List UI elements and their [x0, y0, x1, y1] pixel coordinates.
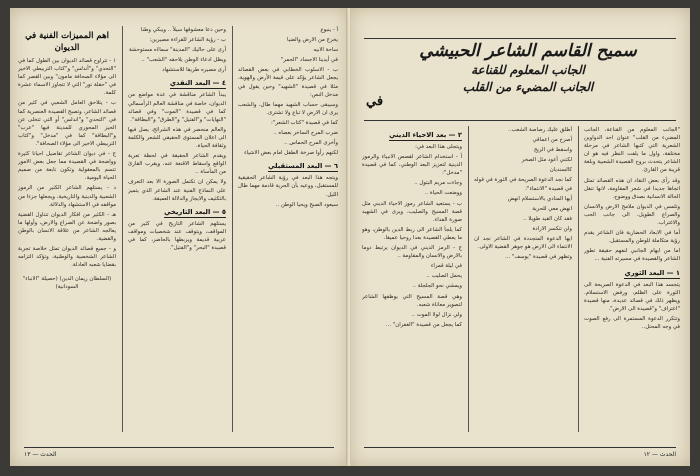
- paragraph: يتجسد هذا البعد في الدعوة الصريحة الى الثورة على الظلم، ورفض الاستسلام. ويظهر ذلك في قصائد عديدة، منها قصيدة "اعتراف" و"قصيدة الى الارض".: [584, 281, 680, 312]
- paragraph: ويقدم الشاعر الحقيقة في لحظة تعرية الواقع واسقاط الاقنعة عنه، ويقرب القارئ من المأساة ..: [128, 153, 226, 176]
- paragraph: والعالم منحصر في هذه الشرائح، يصل فيها الى اعلان المستوى الحقيقي للشعر والكلمة وثقافة الحياة.: [128, 126, 226, 150]
- verse-line: في ليلة قمراء: [430, 263, 462, 270]
- section-heading-historical: ٥ — البعد التاريخي: [164, 207, 226, 216]
- paragraph: "الجانب المعلوم من القناعة، الجانب المضيء من القلب" عنوان احد الدواوين الشعرية التي كتبها الشاعر في مرحلة مختلفة، واول ما يلفت النظر فيه هو ان الشاعر يتحدث بروح القصيدة الشعبية وبلغة قريبة من القارئ.: [584, 127, 680, 174]
- section-heading-critical: ٤ — البعد النقدي: [169, 79, 226, 88]
- paragraph: و - جميع قصائد الديوان تمثل خلاصة تجربة الشاعر الشخصية والوطنية، وتؤكد التزامه بقضايا شعبه العادلة.: [18, 246, 116, 269]
- paragraph: أ - استخدام الشاعر لقصص الانبياء والرموز الدينية لتعزيز البعد الوطني، كما في قصيدة "مدخل":: [362, 154, 462, 177]
- title-bottom-rule: [364, 120, 676, 121]
- paragraph: أما في الابعاد الحضارية فان الشاعر يقدم رؤية متكاملة للوطن والمستقبل.: [584, 230, 680, 245]
- citation: (السلطان ريمان الدين) (حصيلة "الانباء" السودانية): [22, 276, 112, 291]
- verse-line: أرى مصيره طريقا للاستشهاد: [162, 67, 226, 74]
- paragraph: كما يلجأ الشاعر الى ربط الدين بالوطن، وهو ما يعطي القصيدة بعدا روحيا عميقا.: [362, 226, 462, 241]
- page-number-right: الحدث — ١٢: [643, 451, 676, 458]
- paragraph: د - يستلهم الشاعر الكثير من الرموز الشعبية والدينية والتاريخية، ويجعلها جزءا من مواقفه في الاستشهاد والدلالة.: [18, 185, 116, 208]
- verse-line: ولن تنكسر الارادة: [532, 225, 572, 232]
- verse-intro: وحين دعا معشوقها سيلاً .. ويبكي وطنا: [140, 27, 226, 33]
- article-title-block: [380, 40, 676, 114]
- verse-line: ووضعت الحياة ..: [424, 190, 462, 197]
- column-divider: [122, 26, 123, 432]
- verse-line: ويمشي نحو الجلجلة ..: [412, 283, 462, 290]
- paragraph: ب - الاسلوب الخطابي في بعض القصائد يجعل الشاعر يؤكد على قيمة الأرض والهوية، مثلا في قصيدة "الشهيد" وحين يقول في مدخل النص:: [238, 67, 338, 98]
- left-col-features: [18, 26, 116, 432]
- column-divider: [578, 126, 579, 432]
- verse-line: كالسنديان: [549, 167, 572, 174]
- right-col-intro: [584, 126, 680, 432]
- right-col-middle: [474, 126, 572, 432]
- left-page-footer: [24, 447, 334, 458]
- paragraph: يستلهم الشاعر التاريخ في كثير من المواقف، ويتوقف عند شخصيات ومواقف عربية قديمة ويربطها بالحاضر، كما في قصيدة "البحر" و"الفتيل".: [128, 220, 226, 251]
- paragraph: وهي قصة المسيح التي يوظفها الشاعر لتصوير معاناة شعبه.: [362, 293, 462, 308]
- paragraph: كما في قصيدة "كتاب الشعر":: [271, 119, 338, 126]
- paragraph: وتلمس في الديوان ملامح الارض والانسان والصراع الطويل، الى جانب الحب والاغتراب.: [584, 203, 680, 227]
- paragraph: وسيبقى حساب الشهيد مهما طال، والشعب يرى ان الارض لا تباع ولا تشترى.: [238, 101, 338, 116]
- verse-line: أرى على حاليك "المدينة" سماءَه مستوحشة: [128, 47, 226, 54]
- verse-line: أيها المنادي بالاستسلام انهض: [507, 195, 572, 202]
- paragraph: وقد رأى بعض النقاد ان هذه القصائد تمثل اتجاها جديدا في شعر المقاومة، لانها تنقل الحالة الانسانية بصدق ووضوح.: [584, 177, 680, 200]
- verse-line: أصرخ من اعماقي: [532, 137, 572, 144]
- paragraph: كما يجعل من قصيدة "الغفران" ...: [385, 321, 462, 328]
- section-heading-religious: ٢ — بعد الاحياء الديني: [389, 131, 462, 139]
- verse-line: يحمل الصليب ..: [426, 273, 462, 280]
- left-page: [10, 8, 348, 466]
- features-heading: اهم المميزات الفنية في الديوان: [25, 31, 109, 53]
- verse-line: يخرج من الارض والضيا: [287, 37, 338, 44]
- verse-line: واسقط في الريح: [533, 147, 572, 154]
- verse-line: لكنني أعود مثل الصخر: [521, 157, 572, 164]
- verse-line: لكنهم رأوا صرخة الطفل امام بعض الاشياء: [244, 150, 338, 157]
- article-subtitle-1: الجانب المعلوم للقناعة: [471, 63, 585, 77]
- left-col-right: [238, 26, 338, 432]
- paragraph: هـ - الكثير من افكار الديوان تتناول القضية بصور واضحة عن الصراع والارض، وأولها ما يعالجه الشاعر من علاقة الانسان بالوطن والقضية.: [18, 211, 116, 242]
- paragraph: ولا يمكن ان تكتمل الصورة الا بعد التعرف على النماذج الفنية عند الشاعر الذي يتميز بالتكثيف والايجاز والدلالة العميقة.: [128, 179, 226, 202]
- verse-intro: أطلق عليك رصاصة الشعب..: [508, 127, 572, 133]
- paragraph: وتظهر في قصيدة "يوسف" ...: [505, 254, 572, 261]
- title-top-rule: [364, 38, 676, 39]
- verse-line: ساحة الابيه: [313, 47, 338, 54]
- column-divider: [468, 126, 469, 432]
- page-number-left: الحدث — ١٣: [24, 451, 57, 458]
- paragraph: كما نجد الدعوة الصريحة في الثورة في قوله في قصيدة "الانتماء":: [474, 177, 572, 192]
- column-divider: [232, 26, 233, 432]
- verse-line: في أيدينا الاجساد "الحمر": [280, 57, 338, 64]
- paragraph: ب - يستعيد الشاعر رموز الاحياء الديني مثل قصة المسيح والصليب، ويرى في الشهيد صورة الفداء.: [362, 200, 462, 223]
- verse-line: أ - ينبوع: [320, 27, 338, 33]
- paragraph: ب - يتلاحق العامل الشعبي في كثير من قصائد الشاعر، وتصبح القصيدة العنصرية كما في "التحدي" و"اندلس" أو التي تتخلى عن الحيز المحوري للمدينة فيها "عرب" و"البطاقة" كما في "مدخل" و"كتاب التربيطي الاخير الى مؤلاء الصحافة".: [18, 100, 116, 147]
- paragraph: ج - في ديوان الشاعر تقاصيل احيانا كثيرة وواضحة في القصيدة مما جعل بعض الامور تتسم بالمعقولية وتكون نابعة من صميم الحياة اليومية.: [18, 151, 116, 182]
- paragraph: يبدأ الشاعر مناقشة في عدة مواضع من الديوان، خاصة في مناقشة العالم الرأسمالي كما في قصيدة "الموت" وفي قصائد "النهايات" و"الفتيل" و"الطرق" و"البطاقة".: [128, 92, 226, 123]
- paragraph: اما من ايهام الجانبي لنفهم حقيقة تطور الشاعر والقصيدة في مسيرته الفنية ...: [584, 248, 680, 263]
- paragraph: ج - الرمز الديني في الديوان يرتبط دوما بالارض والانسان والمقاومة ..: [362, 245, 462, 260]
- verse-line: فقد كان القيد طويلا ..: [523, 215, 572, 222]
- verse-line: ويظل ادعاء الوطن يلاحقه "الشعب" ..: [141, 57, 226, 64]
- verse-line: وأخرى المرح الحماس ..: [284, 140, 338, 147]
- right-page-footer: [364, 447, 676, 458]
- paragraph: وتتكرر الدعوة المستمرة الى رفع الصوت في وجه المحتل..: [584, 315, 680, 330]
- paragraph: ويتجه هذا البعد في رؤية الشاعر الحقيقية للمستقبل، ووعيه بأن الحرية قادمة مهما طال الليل.: [238, 175, 338, 198]
- paragraph: ١ - تتراوح قصائد الديوان بين الطول كما في "التحدي" و"أندلس" و"كتاب التربيطي الاخير الى مؤلاء الصحافة مامون" وبين القصر كما في "حقلة نور" التي لا تتجاوز الاسماء عشرة كلمة.: [18, 58, 116, 97]
- title-preposition: في: [366, 94, 384, 109]
- paragraph: ويتجلى هذا البعد في:: [415, 144, 462, 150]
- article-title: سميح القاسم الشاعر الحبيشي: [419, 41, 637, 61]
- paragraph: سيعود الصبح ويحيا الوطن ..: [275, 201, 338, 208]
- verse-line: ضرب المرح الساخر بعصاه ..: [273, 130, 338, 137]
- paragraph: ايها الدعوة المتجددة في الشاعر نجد ان الانتماء الى الارض هو جوهر القضية الاولى.: [474, 236, 572, 251]
- verse-line: ب - رؤية الشاعر للقراءة مصيرين:: [149, 37, 226, 44]
- section-heading-future: ٦ — البعد المستقبلي: [268, 162, 338, 171]
- verse-line: ولي نزال لولا الموت ..: [411, 311, 462, 318]
- article-subtitle-2: الجانب المضيء من القلب: [462, 80, 594, 94]
- right-page: [350, 8, 690, 466]
- verse-line: وجاءت مريم البتول ..: [414, 180, 462, 187]
- verse-line: انهض معي للحرية: [532, 205, 572, 212]
- section-heading-revolutionary: ١ — البعد الثوري: [624, 268, 680, 277]
- right-col-left: [362, 126, 462, 432]
- left-col-middle: [128, 26, 226, 432]
